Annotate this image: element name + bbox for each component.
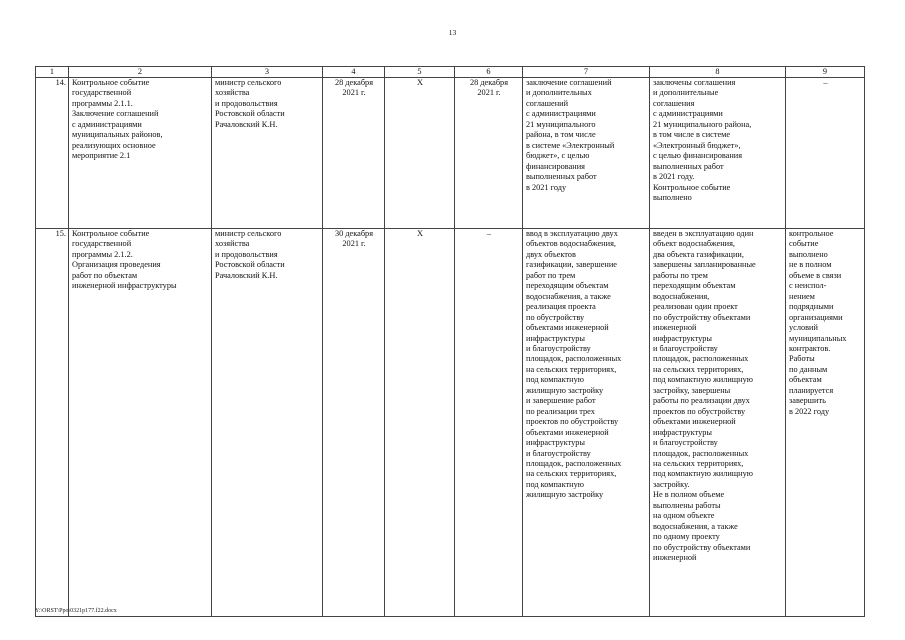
column-number: 4 [323,67,385,78]
planned-date-cell: 30 декабря 2021 г. [323,229,385,617]
event-cell: Контрольное событие государственной программы 2.1.1. Заключение соглашений с администрациями муниципальных районов, реализующих основное мероприятие 2.1 [69,78,212,229]
table-row [36,78,865,229]
reasons-cell: контрольное событие выполнено не в полном объеме в связи с неиспол- нением подрядными организациями условий муниципальных контрактов. Работы по данным объектам планируется завершить в 2022 году [786,229,865,617]
actual-date-cell: – [455,229,523,617]
actual-result-cell: заключены соглашения и дополнительные соглашения с администрациями 21 муниципального района, в том числе в системе «Электронный бюджет», с целью финансирования выполненных работ в 2021 году. Контрольное событие выполнено [650,78,786,229]
table-row [36,229,865,617]
page-number: 13 [448,28,457,37]
event-cell: Контрольное событие государственной программы 2.1.2. Организация проведения работ по объектам инженерной инфраструктуры [69,229,212,617]
footer-file-path: Y:\ORST\Ppo\0321p177.f22.docx [35,608,117,614]
column-number: 9 [786,67,865,78]
column-number: 5 [385,67,455,78]
column-number: 3 [212,67,323,78]
planned-date-cell: 28 декабря 2021 г. [323,78,385,229]
column-number-row [36,67,865,78]
responsible-cell: министр сельского хозяйства и продовольствия Ростовской области Рачаловский К.Н. [212,78,323,229]
actual-date-cell: 28 декабря 2021 г. [455,78,523,229]
planned-result-cell: заключение соглашений и дополнительных соглашений с администрациями 21 муниципального района, в том числе в системе «Электронный бюджет», с целью финансирования выполненных работ в 2021 году [523,78,650,229]
column-number: 8 [650,67,786,78]
responsible-cell: министр сельского хозяйства и продовольствия Ростовской области Рачаловский К.Н. [212,229,323,617]
row-number-cell: 15. [36,229,69,617]
actual-result-cell: введен в эксплуатацию один объект водоснабжения, два объекта газификации, завершены запланированные работы по трем переходящим объектам водоснабжения, реализован один проект по обустройству объектами инженерной инфраструктуры и благоустройству площадок, расположенных на сельских территориях, под компактную жилищную застройку, завершены работы по реализации двух проектов по обустройству объектами инженерной инфраструктуры и благоустройству площадок, расположенных на сельских территориях, под компактную жилищную застройку. Не в полном объеме выполнены работы на одном объекте водоснабжения, а также по одному проекту по обустройству объектами инженерной [650,229,786,617]
column-number: 2 [69,67,212,78]
column-number: 1 [36,67,69,78]
column-number: 7 [523,67,650,78]
planned-result-cell: ввод в эксплуатацию двух объектов водоснабжения, двух объектов газификации, завершение работ по трем переходящим объектам водоснабжения, а также реализация проекта по обустройству объектами инженерной инфраструктуры и благоустройству площадок, расположенных на сельских территориях, под компактную жилищную застройку и завершение работ по реализации трех проектов по обустройству объектами инженерной инфраструктуры и благоустройству площадок, расположенных на сельских территориях, под компактную жилищную застройку [523,229,650,617]
mark-cell: X [385,229,455,617]
report-table [35,66,865,617]
mark-cell: X [385,78,455,229]
reasons-cell: – [786,78,865,229]
row-number-cell: 14. [36,78,69,229]
column-number: 6 [455,67,523,78]
